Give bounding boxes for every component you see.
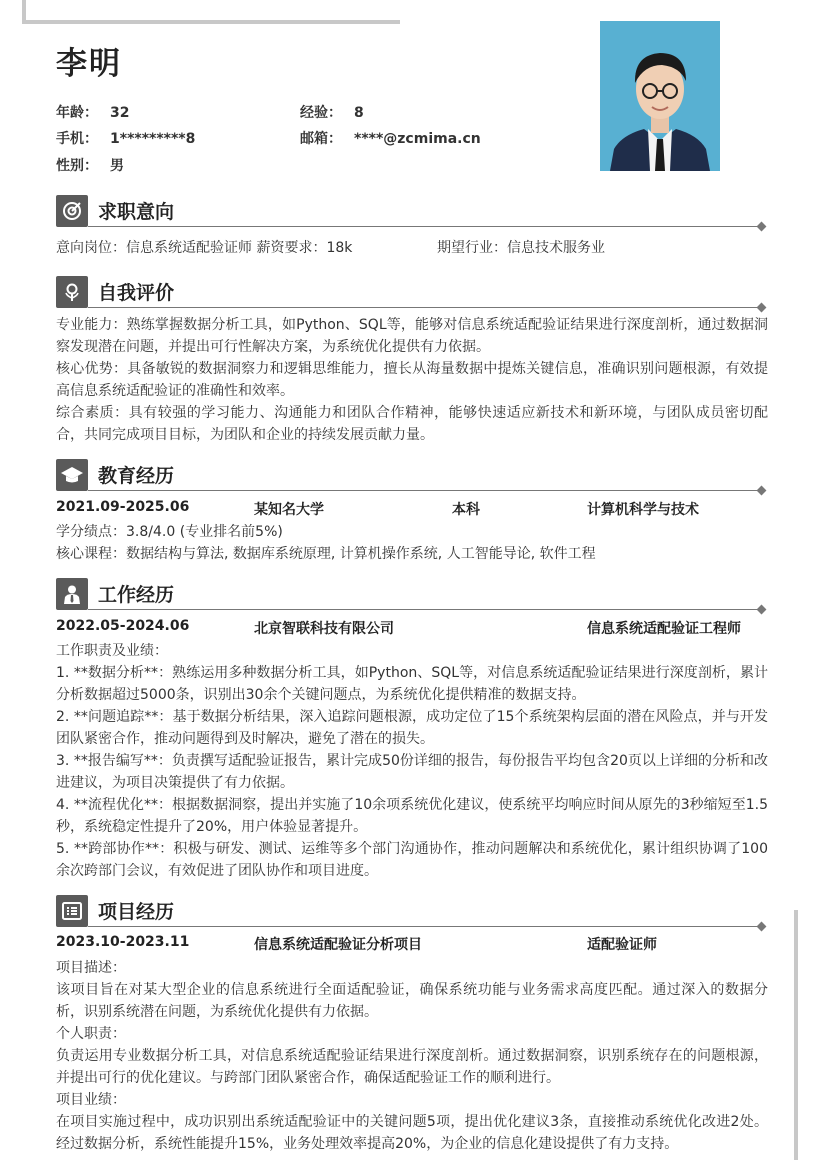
section-divider-diamond: [757, 922, 767, 932]
work-item: 5. **跨部协作**：积极与研发、测试、运维等多个部门沟通协作，推动问题解决和系统优化，累计组织协调了100余次跨部门会议，有效促进了团队协作和项目进度。: [56, 841, 768, 879]
section-title: 自我评价: [98, 282, 175, 304]
section-work: [56, 578, 765, 610]
graduation-cap-icon: [56, 459, 88, 491]
email-field: [300, 128, 481, 148]
phone-field: [56, 128, 195, 148]
section-divider: [88, 307, 761, 308]
flower-icon: [56, 276, 88, 308]
section-title: 工作经历: [98, 584, 175, 606]
self-eval-item: 综合素质：具有较强的学习能力、沟通能力和团队合作精神，能够快速适应新技术和新环境，与团队成员密切配合，共同完成项目目标，为团队和企业的持续发展贡献力量。: [56, 405, 768, 443]
education-courses: 核心课程：数据结构与算法, 数据库系统原理, 计算机操作系统, 人工智能导论, 软件工程: [56, 546, 596, 562]
email-label: 邮箱：: [300, 131, 342, 147]
target-icon: [56, 195, 88, 227]
education-degree: 本科: [452, 502, 480, 518]
experience-field: [300, 102, 364, 122]
email-value: ****@zcmima.cn: [354, 131, 481, 147]
work-period: 2022.05-2024.06: [56, 618, 190, 634]
work-item: 2. **问题追踪**：基于数据分析结果，深入追踪问题根源，成功定位了15个系统架构层面的潜在风险点，并与开发团队紧密合作，推动问题得到及时解决，避免了潜在的损失。: [56, 709, 768, 747]
education-school: 某知名大学: [254, 502, 324, 518]
decorative-bar: [22, 20, 400, 24]
project-result-label: 项目业绩：: [56, 1092, 126, 1108]
phone-label: 手机：: [56, 131, 98, 147]
section-self-evaluation: [56, 276, 765, 308]
work-item: 1. **数据分析**：熟练运用多种数据分析工具，如Python、SQL等，对信息系统适配验证结果进行深度剖析，累计分析数据超过5000条，识别出30余个关键问题点，为系统优化提供精准的数据支持。: [56, 665, 768, 703]
job-industry-text: 期望行业：信息技术服务业: [437, 240, 605, 256]
experience-value: 8: [354, 105, 364, 121]
section-project: [56, 895, 765, 927]
self-eval-item: 专业能力：熟练掌握数据分析工具，如Python、SQL等，能够对信息系统适配验证结果进行深度剖析，通过数据洞察发现潜在问题，并提出可行性解决方案，为系统优化提供有力依据。: [56, 317, 768, 355]
job-intention-text: 意向岗位：信息系统适配验证师 薪资要求：18k: [56, 240, 353, 256]
age-value: 32: [110, 105, 130, 121]
gender-label: 性别：: [56, 158, 98, 174]
section-title: 教育经历: [98, 465, 175, 487]
list-icon: [56, 895, 88, 927]
work-company: 北京智联科技有限公司: [254, 621, 394, 637]
section-divider-diamond: [757, 303, 767, 313]
project-row: [56, 934, 768, 954]
age-label: 年龄：: [56, 105, 98, 121]
section-divider-diamond: [757, 605, 767, 615]
gender-value: 男: [110, 158, 124, 174]
experience-label: 经验：: [300, 105, 342, 121]
work-item: 3. **报告编写**：负责撰写适配验证报告，累计完成50份详细的报告，每份报告平均包含20页以上详细的分析和改进建议，为项目决策提供了有力依据。: [56, 753, 768, 791]
section-job-intention: [56, 195, 765, 227]
education-major: 计算机科学与技术: [587, 502, 699, 518]
project-role: 适配验证师: [587, 937, 657, 953]
decorative-bar: [22, 0, 26, 22]
section-divider: [88, 609, 761, 610]
work-item: 4. **流程优化**：根据数据洞察，提出并实施了10余项系统优化建议，使系统平均响应时间从原先的3秒缩短至1.5秒，系统稳定性提升了20%，用户体验显著提升。: [56, 797, 768, 835]
profile-photo: [600, 21, 720, 171]
section-title: 求职意向: [98, 201, 175, 223]
education-period: 2021.09-2025.06: [56, 499, 190, 515]
section-divider-diamond: [757, 222, 767, 232]
gender-field: [56, 155, 124, 175]
section-divider: [88, 226, 761, 227]
age-field: [56, 102, 129, 122]
education-row: [56, 499, 768, 519]
candidate-name: 李明: [56, 46, 122, 82]
section-divider: [88, 490, 761, 491]
self-eval-item: 核心优势：具备敏锐的数据洞察力和逻辑思维能力，擅长从海量数据中提炼关键信息，准确识别问题根源，有效提高信息系统适配验证的准确性和效率。: [56, 361, 768, 399]
work-row: [56, 618, 768, 638]
work-position: 信息系统适配验证工程师: [587, 621, 741, 637]
education-gpa: 学分绩点：3.8/4.0 (专业排名前5%): [56, 524, 283, 540]
section-title: 项目经历: [98, 901, 175, 923]
phone-value: 1*********8: [110, 131, 196, 147]
project-desc: 该项目旨在对某大型企业的信息系统进行全面适配验证，确保系统功能与业务需求高度匹配。通过深入的数据分析，识别系统潜在问题，为系统优化提供有力依据。: [56, 982, 768, 1020]
section-education: [56, 459, 765, 491]
person-icon: [56, 578, 88, 610]
decorative-bar: [794, 910, 798, 1160]
project-desc-label: 项目描述：: [56, 960, 126, 976]
project-duty: 负责运用专业数据分析工具，对信息系统适配验证结果进行深度剖析。通过数据洞察，识别系统存在的问题根源，并提出可行的优化建议。与跨部门团队紧密合作，确保适配验证工作的顺利进行。: [56, 1048, 768, 1086]
project-period: 2023.10-2023.11: [56, 934, 190, 950]
section-divider: [88, 926, 761, 927]
project-duty-label: 个人职责：: [56, 1026, 126, 1042]
section-divider-diamond: [757, 486, 767, 496]
project-result: 在项目实施过程中，成功识别出系统适配验证中的关键问题5项，提出优化建议3条，直接推动系统优化改进2处。经过数据分析，系统性能提升15%，业务处理效率提高20%，为企业的信息化建设提供了有力支持。: [56, 1114, 768, 1152]
project-name: 信息系统适配验证分析项目: [254, 937, 422, 953]
work-intro: 工作职责及业绩：: [56, 643, 168, 659]
